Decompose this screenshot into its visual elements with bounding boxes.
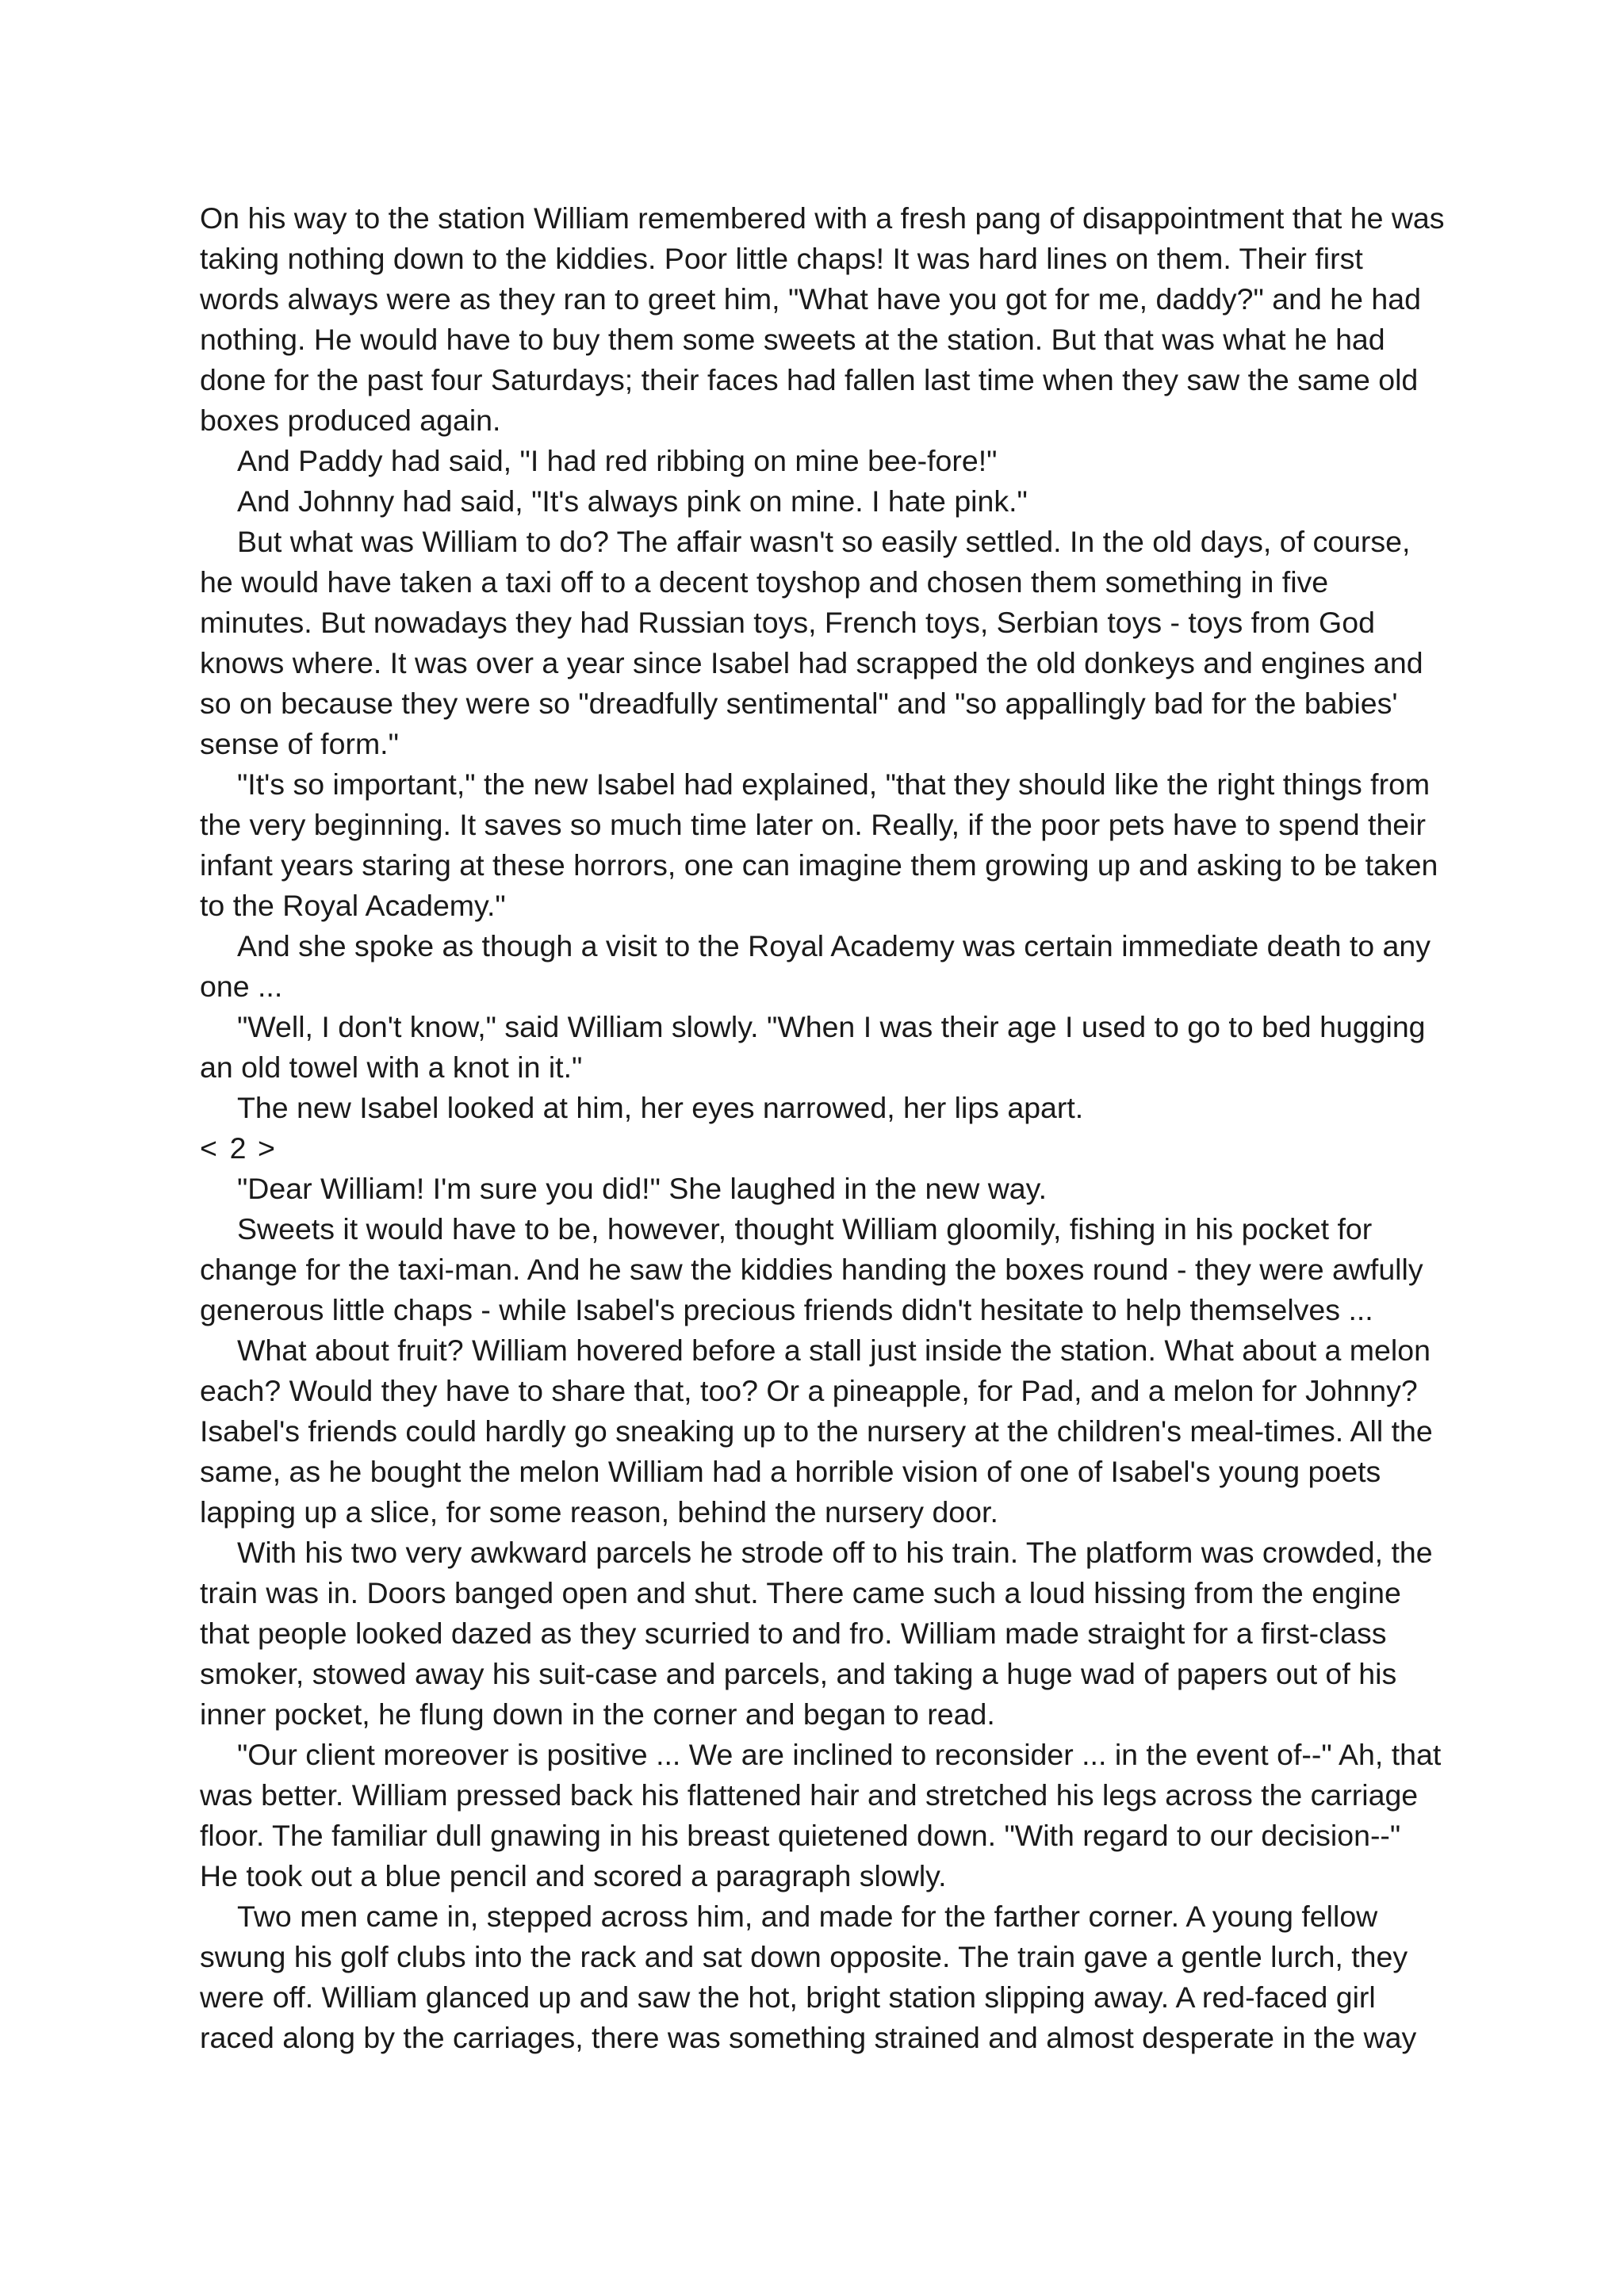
- paragraph-johnny: And Johnny had said, "It's always pink on mine. I hate pink.": [237, 484, 1028, 518]
- next-page-link[interactable]: >: [258, 1131, 275, 1165]
- paragraph-paddy: And Paddy had said, "I had red ribbing on mine bee-fore!": [237, 444, 998, 477]
- page-navigation: [200, 1128, 1445, 1169]
- paragraph-parcels: With his two very awkward parcels he strode off to his train. The platform was crowded, the train was in. Doors banged open and shut. There came such a loud hissing from the engine that people looked dazed as they scurried to and fro. William made straight for a first-class smoker, stowed away his suit-case and parcels, and taking a huge wad of papers out of his inner pocket, he flung down in the corner and began to read.: [200, 1536, 1433, 1731]
- paragraph-two-men: Two men came in, stepped across him, and made for the farther corner. A young fellow swung his golf clubs into the rack and sat down opposite. The train gave a gentle lurch, they were off. William glanced up and saw the hot, bright station slipping away. A red-faced girl raced along by the carriages, there was something strained and almost desperate in the way: [200, 1900, 1417, 2054]
- page-number: 2: [229, 1131, 247, 1165]
- story-text: [200, 198, 1445, 2058]
- paragraph-fruit: What about fruit? William hovered before a stall just inside the station. What about a melon each? Would they have to share that, too? Or a pineapple, for Pad, and a melon for Johnny? Isabel's friends could hardly go sneaking up to the nursery at the children's meal-times. All the same, as he bought the melon William had a horrible vision of one of Isabel's young poets lapping up a slice, for some reason, behind the nursery door.: [200, 1334, 1433, 1529]
- paragraph-client: "Our client moreover is positive ... We are inclined to reconsider ... in the event of--" Ah, that was better. William pressed back his flattened hair and stretched his legs across the carriage floor. The familiar dull gnawing in his breast quietened down. "With regard to our decision--" He took out a blue pencil and scored a paragraph slowly.: [200, 1738, 1442, 1892]
- paragraph-isabel-looked: The new Isabel looked at him, her eyes narrowed, her lips apart.: [237, 1091, 1084, 1124]
- previous-page-link[interactable]: <: [200, 1131, 217, 1165]
- paragraph-opening: On his way to the station William remembered with a fresh pang of disappointment that he was taking nothing down to the kiddies. Poor little chaps! It was hard lines on them. Their first words always were as they ran to greet him, "What have you got for me, daddy?" and he had nothing. He would have to buy them some sweets at the station. But that was what he had done for the past four Saturdays; their faces had fallen last time when they saw the same old boxes produced again.: [200, 201, 1445, 437]
- paragraph-william-towel: "Well, I don't know," said William slowly. "When I was their age I used to go to bed hugging an old towel with a knot in it.": [200, 1010, 1426, 1084]
- paragraph-sweets: Sweets it would have to be, however, thought William gloomily, fishing in his pocket for change for the taxi-man. And he saw the kiddies handing the boxes round - they were awfully generous little chaps - while Isabel's precious friends didn't hesitate to help themselves ...: [200, 1212, 1423, 1326]
- paragraph-dear-william: "Dear William! I'm sure you did!" She laughed in the new way.: [237, 1172, 1048, 1205]
- paragraph-isabel-explains: "It's so important," the new Isabel had explained, "that they should like the right things from the very beginning. It saves so much time later on. Really, if the poor pets have to spend their infant years staring at these horrors, one can imagine them growing up and asking to be taken to the Royal Academy.": [200, 767, 1438, 922]
- paragraph-toys: But what was William to do? The affair wasn't so easily settled. In the old days, of course, he would have taken a taxi off to a decent toyshop and chosen them something in five minutes. But nowadays they had Russian toys, French toys, Serbian toys - toys from God knows where. It was over a year since Isabel had scrapped the old donkeys and engines and so on because they were so "dreadfully sentimental" and "so appallingly bad for the babies' sense of form.": [200, 525, 1423, 760]
- paragraph-royal-academy: And she spoke as though a visit to the Royal Academy was certain immediate death to any one ...: [200, 929, 1431, 1003]
